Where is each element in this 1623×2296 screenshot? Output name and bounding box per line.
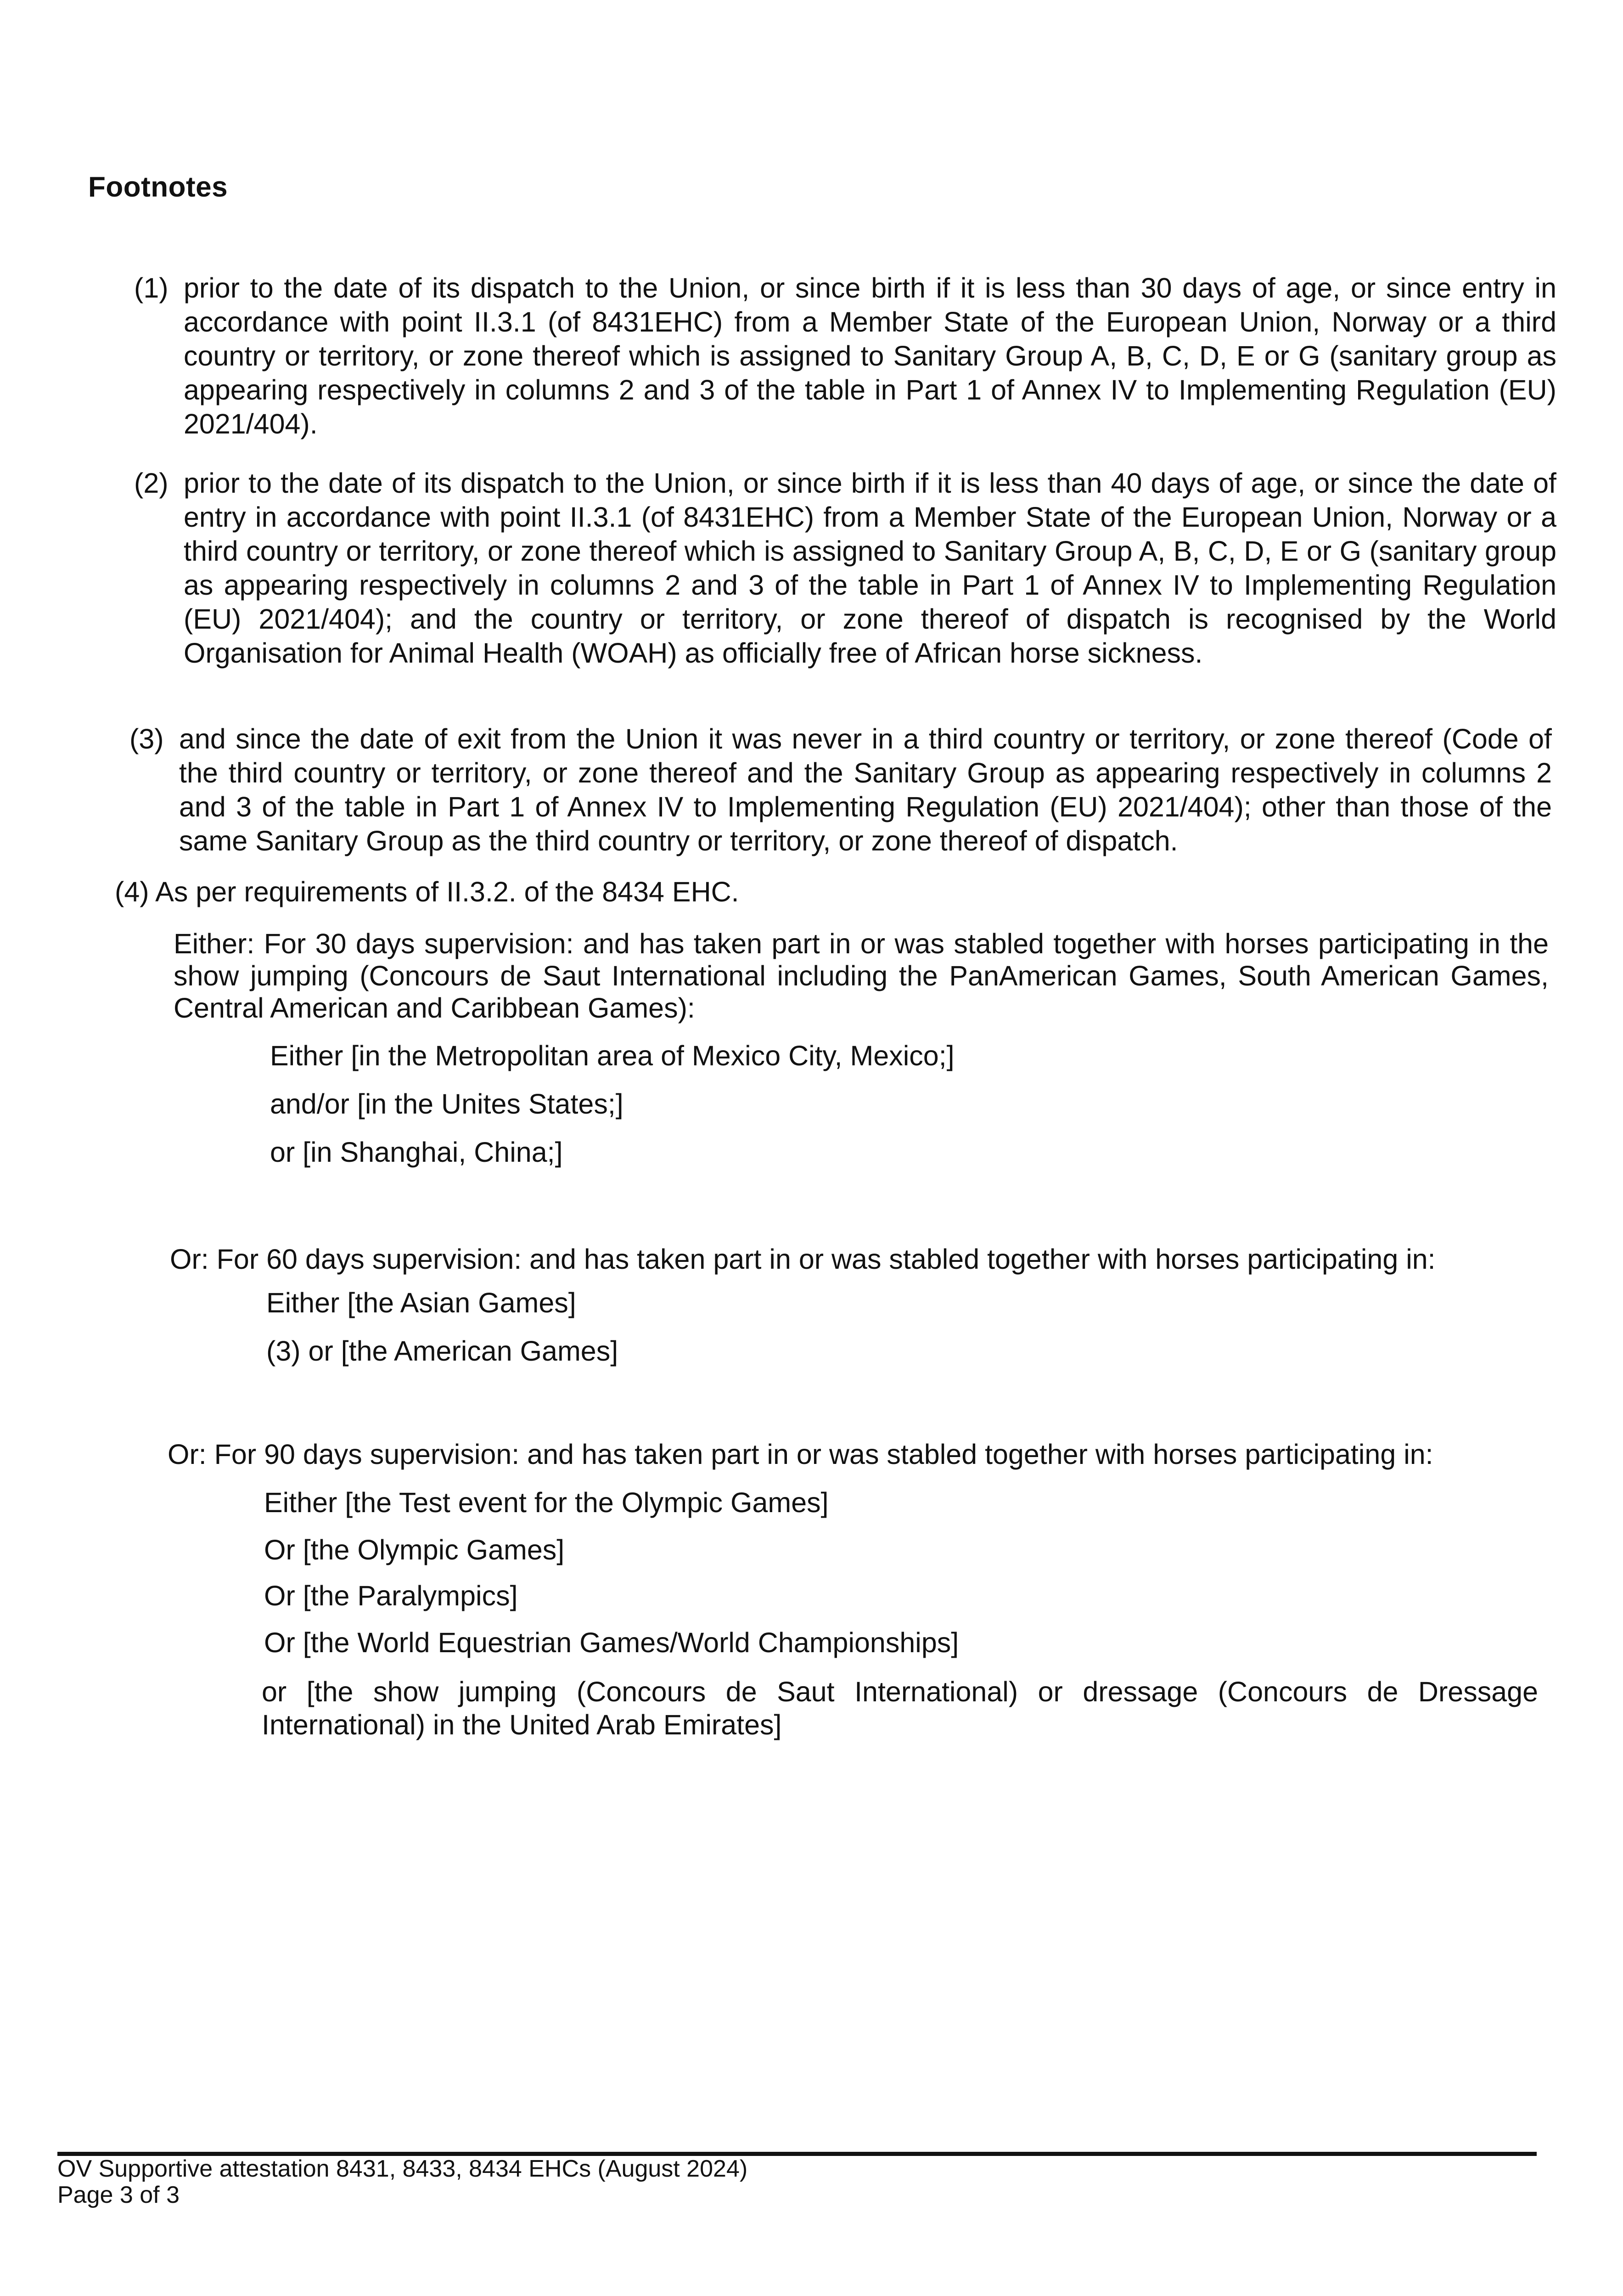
option-90-test-event: Either [the Test event for the Olympic Games] xyxy=(264,1487,829,1518)
either-30-days: Either: For 30 days supervision: and has taken part in or was stabled together with horses participating in the show jumping (Concours de Saut International including the PanAmerican Games, South American Games, Central American and Caribbean Games): xyxy=(174,928,1549,1024)
option-30-mexico: Either [in the Metropolitan area of Mexico City, Mexico;] xyxy=(270,1040,955,1071)
footnote-number: (3) xyxy=(129,723,164,754)
option-30-shanghai: or [in Shanghai, China;] xyxy=(270,1137,563,1168)
footnote-text: and since the date of exit from the Union it was never in a third country or territory, or zone thereof (Code of the third country or territory, or zone thereof and the Sanitary Group as appearing respectively in columns 2 and 3 of the table in Part 1 of Annex IV to Implementing Regulation (EU) 2021/404); other than those of the same Sanitary Group as the third country or territory, or zone thereof of dispatch. xyxy=(179,723,1552,856)
option-90-olympic-games: Or [the Olympic Games] xyxy=(264,1534,565,1565)
footnote-1 xyxy=(134,271,1556,441)
footer-document-reference: OV Supportive attestation 8431, 8433, 8434 EHCs (August 2024) xyxy=(57,2155,748,2182)
or-90-days: Or: For 90 days supervision: and has taken part in or was stabled together with horses participating in: xyxy=(168,1439,1433,1470)
option-60-asian-games: Either [the Asian Games] xyxy=(266,1287,576,1318)
footnote-2 xyxy=(134,466,1556,670)
footnote-3 xyxy=(129,722,1552,858)
page-title: Footnotes xyxy=(88,171,228,203)
footnote-4-heading: (4) As per requirements of II.3.2. of the 8434 EHC. xyxy=(115,876,739,907)
footnote-text: prior to the date of its dispatch to the Union, or since birth if it is less than 30 days of age, or since entry in accordance with point II.3.1 (of 8431EHC) from a Member State of the European Union, Norway or a third country or territory, or zone thereof which is assigned to Sanitary Group A, B, C, D, E or G (sanitary group as appearing respectively in columns 2 and 3 of the table in Part 1 of Annex IV to Implementing Regulation (EU) 2021/404). xyxy=(184,272,1556,439)
footnote-number: (1) xyxy=(134,272,168,304)
footer-page-number: Page 3 of 3 xyxy=(57,2182,180,2208)
option-60-american-games: (3) or [the American Games] xyxy=(266,1335,618,1367)
option-30-united-states: and/or [in the Unites States;] xyxy=(270,1088,623,1120)
or-60-days: Or: For 60 days supervision: and has taken part in or was stabled together with horses participating in: xyxy=(170,1244,1436,1275)
footnote-text: prior to the date of its dispatch to the Union, or since birth if it is less than 40 days of age, or since the date of entry in accordance with point II.3.1 (of 8431EHC) from a Member State of the European Union, Norway or a third country or territory, or zone thereof which is assigned to Sanitary Group A, B, C, D, E or G (sanitary group as appearing respectively in columns 2 and 3 of the table in Part 1 of Annex IV to Implementing Regulation (EU) 2021/404); and the country or territory, or zone thereof of dispatch is recognised by the World Organisation for Animal Health (WOAH) as officially free of African horse sickness. xyxy=(184,467,1556,669)
option-90-paralympics: Or [the Paralympics] xyxy=(264,1580,518,1611)
footnote-number: (2) xyxy=(134,467,168,499)
option-90-uae: or [the show jumping (Concours de Saut International) or dressage (Concours de Dressage International) in the United Arab Emirates] xyxy=(262,1676,1538,1740)
option-90-world-equestrian-games: Or [the World Equestrian Games/World Championships] xyxy=(264,1627,959,1658)
